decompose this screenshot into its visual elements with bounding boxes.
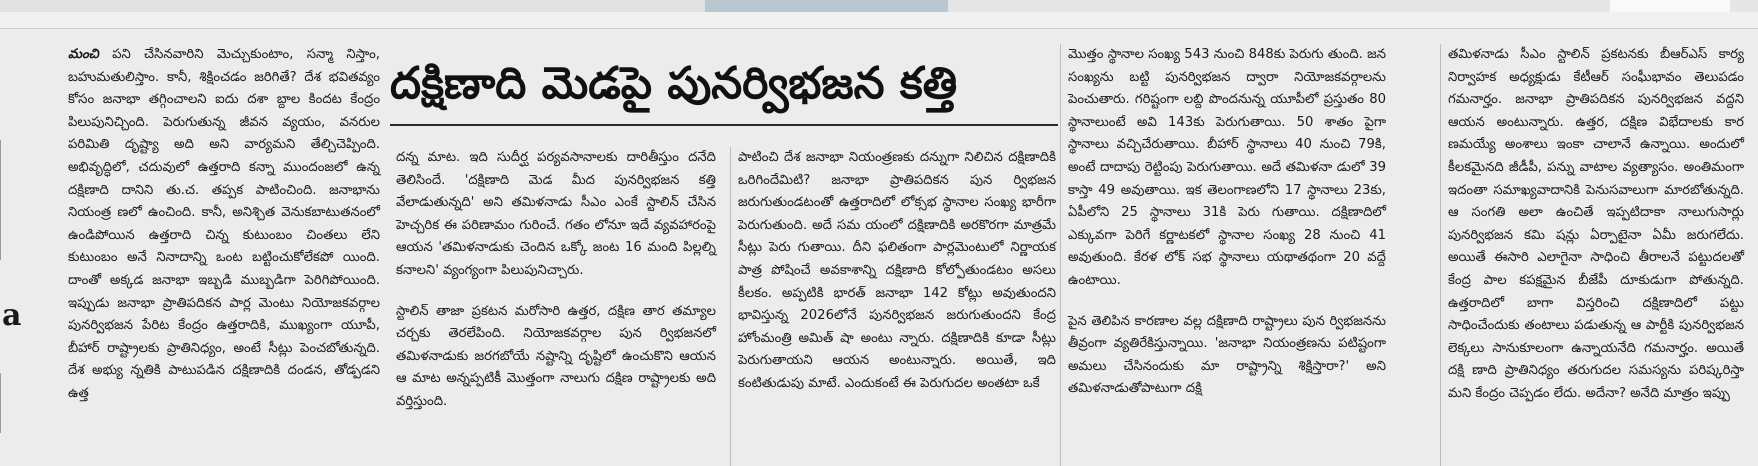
article-column-5	[1448, 44, 1744, 406]
top-bar-segment-highlight	[705, 0, 948, 12]
article-column-3	[738, 147, 1056, 396]
drop-word: మంచి	[68, 47, 99, 62]
viewer-top-bar	[0, 0, 1758, 29]
adjacent-page-letter: a	[2, 298, 22, 333]
column-divider	[730, 147, 731, 466]
top-bar-tab	[1610, 0, 1730, 12]
gutter-mark	[0, 373, 15, 433]
article-column-1	[68, 44, 380, 406]
column-4-paragraph-1: మొత్తం స్థానాల సంఖ్య 543 నుంచి 848కు పెరుగు తుంది. జన సంఖ్యను బట్టి పునర్విభజన ద్వారా నియోజకవర్గాలను పెంచుతారు. గరిష్టంగా లబ్ది పొందనున్న యూపీలో ప్రస్తుతం 80 స్థానాలుంటే అవి 143కు పెరుగుతాయి. 50 శాతం పైగా స్థానాలు వచ్చిచేరుతాయి. బీహార్ స్థానాలు 40 నుంచి 79కి, అంటే దాదాపు రెట్టింపు పెరుగుతాయి. అదే తమిళనా డులో 39 కాస్తా 49 అవుతాయి. ఇక తెలంగాణలోని 17 స్థానాలు 23కు, ఏపీలోని 25 స్థానాలు 31కి పెరు గుతాయి. దక్షిణాదిలో ఎక్కువగా పెరిగే కర్ణాటకలో స్థానాల సంఖ్య 28 నుంచి 41 అవుతుంది. కేరళ లోక్ సభ స్థానాలు యథాతథంగా 20 వద్దే ఉంటాయి.	[1068, 47, 1386, 288]
top-bar-segment-left	[0, 0, 705, 12]
article-headline: దక్షిణాది మెడపై పునర్విభజన కత్తి	[390, 58, 958, 109]
headline-rule	[390, 124, 1058, 126]
column-4-paragraph-2: పైన తెలిపిన కారణాల వల్ల దక్షిణాది రాష్ట్రాలు పున ర్విభజనను తీవ్రంగా వ్యతిరేకిస్తున్నాయి. 'జనాభా నియంత్రణను పటిష్టంగా అమలు చేసినందుకు మా రాష్ట్రాన్ని శిక్షిస్తారా?' అని తమిళనాడుతోపాటుగా దక్షి	[1068, 313, 1386, 397]
paragraph-gap	[1068, 293, 1386, 311]
article-column-4	[1068, 44, 1386, 401]
column-3-paragraph: పాటించి దేశ జనాభా నియంత్రణకు దన్నుగా నిలిచిన దక్షిణాదికి ఒరిగిందేమిటి? జనాభా ప్రాతిపదికన పున ర్విభజన జరుగుతుండటంతో ఉత్తరాదిలో లోక్సభ స్థానాల సంఖ్య భారీగా పెరుగుతుంది. అదే సమ యంలో దక్షిణాదికి అరకొరగా మాత్రమే సీట్లు పెరు గుతాయి. దీని ఫలితంగా పార్లమెంటులో నిర్ణాయక పాత్ర పోషించే అవకాశాన్ని దక్షిణాది కోల్పోతుండటం అసలు కీలకం. అప్పటికి భారత్ జనాభా 142 కోట్లు అవుతుందని భావిస్తున్న 2026లోనే పునర్విభజన జరుగుతుందని కేంద్ర హోంమంత్రి అమిత్ షా అంటు న్నారు. దక్షిణాదికి కూడా సీట్లు పెరుగుతాయని ఆయన అంటున్నారు. అయితే, ఇది కంటితుడుపు మాటే. ఎందుకంటే ఈ పెరుగుదల అంతటా ఒకే	[738, 150, 1056, 391]
column-divider	[1060, 44, 1061, 466]
column-1-text: పని చేసినవారిని మెచ్చుకుంటాం, సన్మా నిస్తాం, బహుమతులిస్తాం. కానీ, శిక్షించడం జరిగితే? దేశ భవితవ్యం కోసం జనాభా తగ్గించాలని ఐదు దశా బ్దాల కిందట కేంద్రం పిలుపునిచ్చింది. పెరుగుతున్న జీవన వ్యయం, వనరుల పరిమితి దృష్ట్యా అది అని వార్యమని తేల్చిచెప్పింది. అభివృద్ధిలో, చదువులో ఉత్తరాది కన్నా ముందంజలో ఉన్న దక్షిణాది దానిని తు.చ. తప్పక పాటించింది. జనాభాను నియంత్ర ణలో ఉంచింది. కానీ, అనిశ్చిత వెనుకబాటుతనంలో ఉండిపోయిన ఉత్తరాది చిన్న కుటుంబం చింతలు లేని కుటుంబం అనే నినాదాన్ని ఒంట బట్టించుకోలేకపో యింది. దాంతో అక్కడ జనాభా ఇబ్బడి ముబ్బడిగా పెరిగిపోయింది. ఇప్పుడు జనాభా ప్రాతిపదికన పార్ల మెంటు నియోజకవర్గాల పునర్విభజన పేరిట కేంద్రం ఉత్తరాదికి, ముఖ్యంగా యూపీ, బీహార్ రాష్ట్రాలకు ప్రాతినిధ్యం, అంటే సీట్లు పెంచబోతున్నది. దేశ అభ్యు న్నతికి పాటుపడిన దక్షిణాదికి దండన, తోడ్పడని ఉత్త	[68, 47, 380, 401]
left-margin-adjacent-page	[0, 28, 60, 466]
column-1-paragraph	[68, 44, 380, 406]
paragraph-gap	[396, 283, 716, 301]
column-5-paragraph: తమిళనాడు సీఎం స్టాలిన్ ప్రకటనకు బీఆర్ఎస్ కార్య నిర్వాహక అధ్యక్షుడు కేటీఆర్ సంఘీభావం తెలుపడం గమనార్హం. జనాభా ప్రాతిపదికన పునర్విభజన వద్దని ఆయన అంటున్నారు. ఉత్తర, దక్షిణ విభేదాలకు కార ణమయ్యే అంశాలు ఇంకా చాలానే ఉన్నాయి. అందులో కీలకమైనది జీడీపీ, పన్ను వాటాల వ్యత్యాసం. అంతిమంగా ఇదంతా సమాఖ్యవాదానికి పెనుసవాలుగా మారబోతున్నది. ఆ సంగతి అలా ఉంచితే ఇప్పటిదాకా నాలుగుసార్లు పునర్విభజన కమి షన్లు ఏర్పాటైనా ఏమీ జరుగలేదు. అయితే ఈసారి ఎలాగైనా సాధించి తీరాలనే పట్టుదలతో కేంద్ర పాల కపక్షమైన బీజేపీ దూకుడుగా పోతున్నది. ఉత్తరాదిలో బాగా విస్తరించి దక్షిణాదిలో పట్టు సాధించేందుకు తంటాలు పడుతున్న ఆ పార్టీకి పునర్విభజన లెక్కలు సానుకూలంగా ఉన్నాయనేది గమనార్హం. అయితే దక్షి ణాది ప్రాతినిధ్యం తరుగుదల సమస్యను పరిష్కరిస్తా మని కేంద్రం చెప్పడం లేదు. అదేనా? అనేది మాత్రం ఇప్పు	[1448, 47, 1744, 401]
article-column-2	[396, 147, 716, 414]
column-2-paragraph-2: స్టాలిన్ తాజా ప్రకటన మరోసారి ఉత్తర, దక్షిణ తార తమ్యాల చర్చకు తెరలేపింది. నియోజకవర్గాల పున ర్విభజనలో తమిళనాడుకు జరగబోయే నష్టాన్ని దృష్టిలో ఉంచుకొని ఆయన ఆ మాట అన్నప్పటికీ మొత్తంగా నాలుగు దక్షిణ రాష్ట్రాలకు అది వర్తిస్తుంది.	[396, 303, 716, 409]
column-divider	[1440, 44, 1441, 466]
gutter-mark	[0, 140, 15, 260]
column-2-paragraph-1: దన్న మాట. ఇది సుదీర్ఘ పర్యవసానాలకు దారితీస్తుం దనేది తెలిసిందే. 'దక్షిణాది మెడ మీద పునర్విభజన కత్తి వేలాడుతున్నది' అని తమిళనాడు సీఎం ఎంకే స్టాలిన్ చేసిన హెచ్చరిక ఈ పరిణామం గురించే. గతం లోనూ ఇదే వ్యవహారంపై ఆయన 'తమిళనాడుకు చెందిన ఒక్కో జంట 16 మంది పిల్లల్ని కనాలని' వ్యంగ్యంగా పిలుపునిచ్చారు.	[396, 150, 716, 278]
